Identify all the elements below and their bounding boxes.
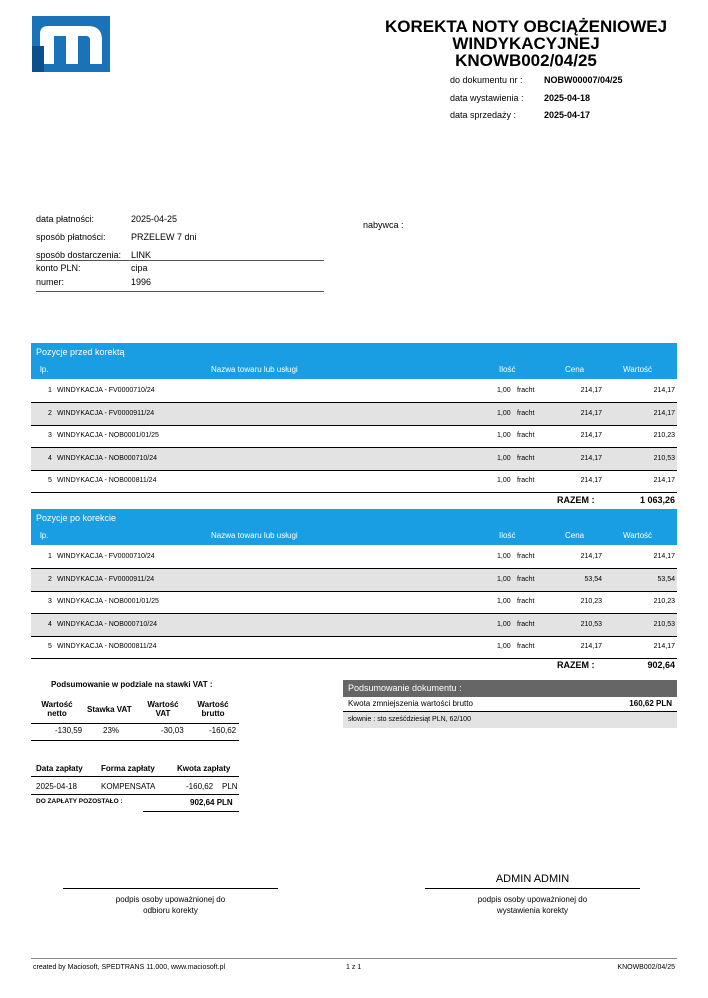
cell-unit: fracht (517, 598, 535, 605)
payment-row: data płatności: 2025-04-25 (36, 214, 178, 224)
amount-in-words: słownie : sto sześćdziesiąt PLN, 62/100 (343, 712, 677, 728)
cell-qty: 1,00 (497, 643, 511, 650)
cell-price: 214,17 (580, 409, 602, 417)
cell-qty: 1,00 (497, 575, 511, 583)
cell-value: 210,23 (653, 598, 675, 605)
cell-name: WINDYKACJA - NOB000710/24 (57, 620, 157, 628)
document-title (360, 18, 692, 69)
cell-price: 53,54 (584, 575, 602, 583)
cell-unit: fracht (517, 575, 535, 583)
divider (143, 811, 239, 812)
cell-qty: 1,00 (497, 620, 511, 628)
cell-unit: fracht (517, 409, 535, 417)
cell-name: WINDYKACJA - NOB000811/24 (57, 643, 157, 650)
title-line-1: KOREKTA NOTY OBCIĄŻENIOWEJ (384, 17, 668, 36)
table-row (31, 569, 677, 592)
divider (31, 776, 239, 777)
divider (36, 260, 324, 261)
cell-price: 214,17 (580, 553, 602, 560)
company-logo (32, 16, 110, 72)
meta-row: data sprzedaży : 2025-04-17 (450, 110, 591, 120)
cell-name: WINDYKACJA - NOB0001/01/25 (57, 432, 159, 439)
signature-line (425, 888, 640, 889)
table-row (31, 470, 677, 493)
cell-name: WINDYKACJA - FV0000710/24 (57, 387, 155, 394)
cell-value: 210,53 (653, 620, 675, 628)
cell-lp: 2 (48, 575, 52, 583)
cell-qty: 1,00 (497, 454, 511, 462)
cell-price: 214,17 (580, 432, 602, 439)
issuer-name: ADMIN ADMIN (495, 873, 570, 885)
table-row (31, 425, 677, 448)
footer-divider (31, 958, 677, 959)
cell-unit: fracht (517, 477, 535, 484)
payment-row: numer: 1996 (36, 277, 152, 287)
doc-summary-row: Kwota zmniejszenia wartości brutto 160,62 PLN (343, 697, 677, 712)
cell-price: 214,17 (580, 387, 602, 394)
cell-value: 210,23 (653, 432, 675, 439)
cell-name: WINDYKACJA - NOB000710/24 (57, 454, 157, 462)
table-row (31, 448, 677, 471)
doc-summary-title: Podsumowanie dokumentu : (343, 680, 677, 697)
divider (36, 291, 324, 292)
meta-row: do dokumentu nr : NOBW00007/04/25 (450, 75, 623, 85)
meta-row: data wystawienia : 2025-04-18 (450, 93, 591, 103)
total-value: 902,64 (647, 660, 675, 670)
signature-line (63, 888, 278, 889)
table-header: lp. Nazwa towaru lub usługi Ilość Cena Wartość (31, 527, 677, 545)
payment-row: sposób płatności: PRZELEW 7 dni (36, 232, 197, 242)
footer-doc-number: KNOWB002/04/25 (617, 964, 675, 971)
cell-price: 210,53 (580, 620, 602, 628)
cell-unit: fracht (517, 553, 535, 560)
divider (31, 794, 239, 795)
cell-name: WINDYKACJA - FV0000911/24 (57, 409, 155, 417)
recipient-signature-caption: podpis osoby upoważnionej do odbioru korekty (115, 895, 226, 915)
cell-qty: 1,00 (497, 553, 511, 560)
cell-unit: fracht (517, 454, 535, 462)
total-label: RAZEM : (557, 660, 595, 670)
cell-qty: 1,00 (497, 387, 511, 394)
cell-lp: 4 (48, 620, 52, 628)
cell-name: WINDYKACJA - FV0000911/24 (57, 575, 155, 583)
table-header: lp. Nazwa towaru lub usługi Ilość Cena Wartość (31, 361, 677, 379)
cell-lp: 3 (48, 598, 52, 605)
cell-name: WINDYKACJA - FV0000710/24 (57, 553, 155, 560)
cell-lp: 3 (48, 432, 52, 439)
buyer-label: nabywca : (363, 220, 404, 230)
section-title: Pozycje przed korektą (31, 343, 677, 361)
payment-row: konto PLN: cipa (36, 263, 148, 273)
cell-name: WINDYKACJA - NOB0001/01/25 (57, 598, 159, 605)
cell-unit: fracht (517, 387, 535, 394)
cell-price: 214,17 (580, 454, 602, 462)
cell-value: 214,17 (653, 553, 675, 560)
vat-summary: Podsumowanie w podziale na stawki VAT : Wartość netto Stawka VAT Wartość VAT Wartość brutto -130,59 23% -30,03 -160,62 (41, 680, 237, 735)
cell-lp: 1 (48, 553, 52, 560)
cell-lp: 2 (48, 409, 52, 417)
cell-price: 210,23 (580, 598, 602, 605)
cell-qty: 1,00 (497, 432, 511, 439)
vat-summary-title: Podsumowanie w podziale na stawki VAT : (51, 680, 213, 689)
cell-lp: 1 (48, 387, 52, 394)
total-value: 1 063,26 (639, 495, 675, 505)
cell-value: 53,54 (657, 575, 675, 583)
divider (31, 740, 239, 741)
cell-qty: 1,00 (497, 477, 511, 484)
table-row (31, 380, 677, 403)
payments-table: Data zapłaty Forma zapłaty Kwota zapłaty 2025-04-18 KOMPENSATA -160,62 PLN DO ZAPŁATY POZOSTAŁO : 902,64 PLN (36, 764, 238, 807)
cell-qty: 1,00 (497, 598, 511, 605)
cell-value: 214,17 (653, 477, 675, 484)
cell-price: 214,17 (580, 477, 602, 484)
cell-price: 214,17 (580, 643, 602, 650)
cell-value: 214,17 (653, 387, 675, 394)
table-row (31, 614, 677, 637)
document-number: KNOWB002/04/25 (455, 51, 597, 70)
table-row (31, 546, 677, 569)
cell-value: 210,53 (653, 454, 675, 462)
table-row (31, 403, 677, 426)
title-line-2: WINDYKACYJNEJ (452, 34, 600, 53)
cell-value: 214,17 (653, 409, 675, 417)
cell-unit: fracht (517, 643, 535, 650)
cell-unit: fracht (517, 620, 535, 628)
table-row (31, 636, 677, 659)
issuer-signature-caption: podpis osoby upoważnionej do wystawienia korekty (477, 895, 588, 915)
cell-value: 214,17 (653, 643, 675, 650)
divider (31, 723, 239, 724)
footer-credit: created by Maciosoft, SPEDTRANS 11.000, www.maciosoft.pl (33, 964, 226, 971)
cell-lp: 4 (48, 454, 52, 462)
due-value: 902,64 PLN (190, 798, 233, 807)
cell-qty: 1,00 (497, 409, 511, 417)
table-row (31, 591, 677, 614)
cell-unit: fracht (517, 432, 535, 439)
cell-lp: 5 (48, 643, 52, 650)
total-label: RAZEM : (557, 495, 595, 505)
section-title: Pozycje po korekcie (31, 509, 677, 527)
cell-name: WINDYKACJA - NOB000811/24 (57, 477, 157, 484)
due-label: DO ZAPŁATY POZOSTAŁO : (36, 798, 123, 805)
cell-lp: 5 (48, 477, 52, 484)
page-number: 1 z 1 (346, 964, 362, 971)
payment-row: sposób dostarczenia: LINK (36, 250, 152, 260)
